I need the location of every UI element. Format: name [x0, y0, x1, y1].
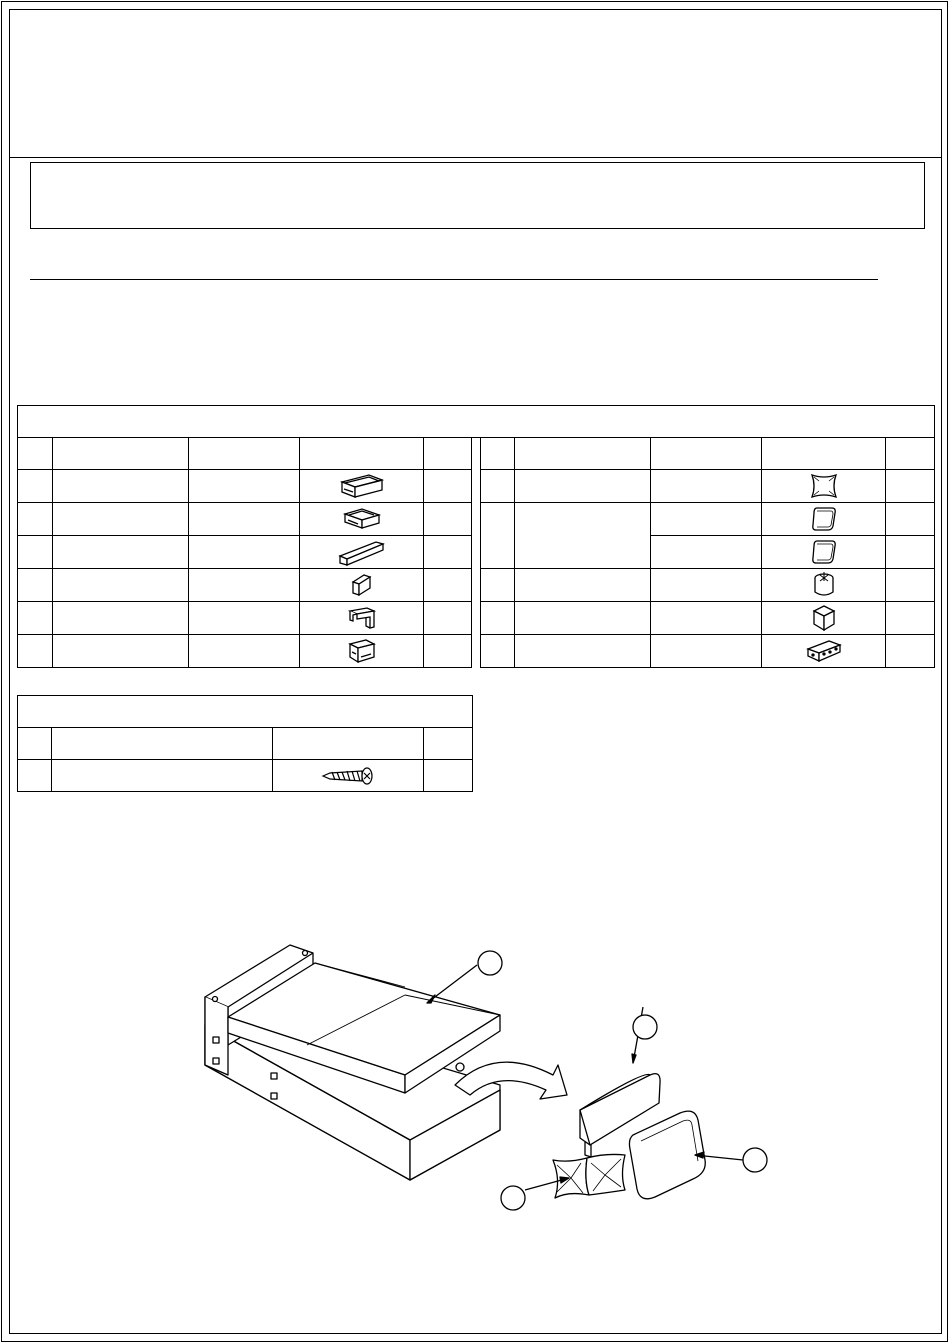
box-panel-icon [300, 472, 423, 500]
hardware-table-title [18, 696, 473, 728]
column-header [18, 438, 53, 470]
bracket-icon [300, 605, 423, 631]
table-row [18, 503, 935, 536]
column-header [189, 438, 300, 470]
block-with-holes-icon [762, 638, 885, 664]
drawer-icon [300, 637, 423, 665]
column-header [481, 438, 515, 470]
table-row [18, 470, 935, 503]
table-row [18, 602, 935, 635]
callout-circle [633, 1015, 657, 1039]
hardware-table [17, 695, 473, 792]
column-header [424, 438, 472, 470]
arrow-icon [455, 1062, 567, 1099]
small-wedge-icon [300, 572, 423, 598]
table-gap [472, 438, 481, 470]
backrest-wedge-icon [300, 538, 423, 566]
callout-circle [501, 1186, 525, 1210]
title-box [30, 162, 925, 229]
hardware-table-header-row [18, 728, 473, 760]
column-header [886, 438, 935, 470]
assembly-diagram [195, 935, 775, 1220]
parts-table-title [18, 406, 935, 438]
column-header [762, 438, 886, 470]
table-row [18, 569, 935, 602]
callout-circle [478, 951, 502, 975]
pillow-icon [762, 472, 885, 500]
leg-icon [762, 571, 885, 599]
cube-block-icon [762, 604, 885, 632]
box-panel-small-icon [300, 506, 423, 532]
cushion-icon [762, 505, 885, 533]
column-header [300, 438, 424, 470]
assembly-diagram-drawing [195, 935, 775, 1220]
table-row [18, 635, 935, 668]
column-header [18, 728, 52, 760]
seat-cushion [629, 1111, 705, 1199]
column-header [52, 728, 273, 760]
column-header [515, 438, 651, 470]
parts-table [17, 405, 935, 668]
header-divider [9, 157, 942, 158]
screw-icon [273, 766, 423, 786]
table-row [18, 536, 935, 569]
section-rule [30, 279, 878, 280]
cushion-icon [762, 538, 885, 566]
parts-table-header-row [18, 438, 935, 470]
callout-circle [743, 1148, 767, 1172]
column-header [651, 438, 762, 470]
column-header [424, 728, 473, 760]
column-header [53, 438, 189, 470]
table-row [18, 760, 473, 792]
column-header [273, 728, 424, 760]
